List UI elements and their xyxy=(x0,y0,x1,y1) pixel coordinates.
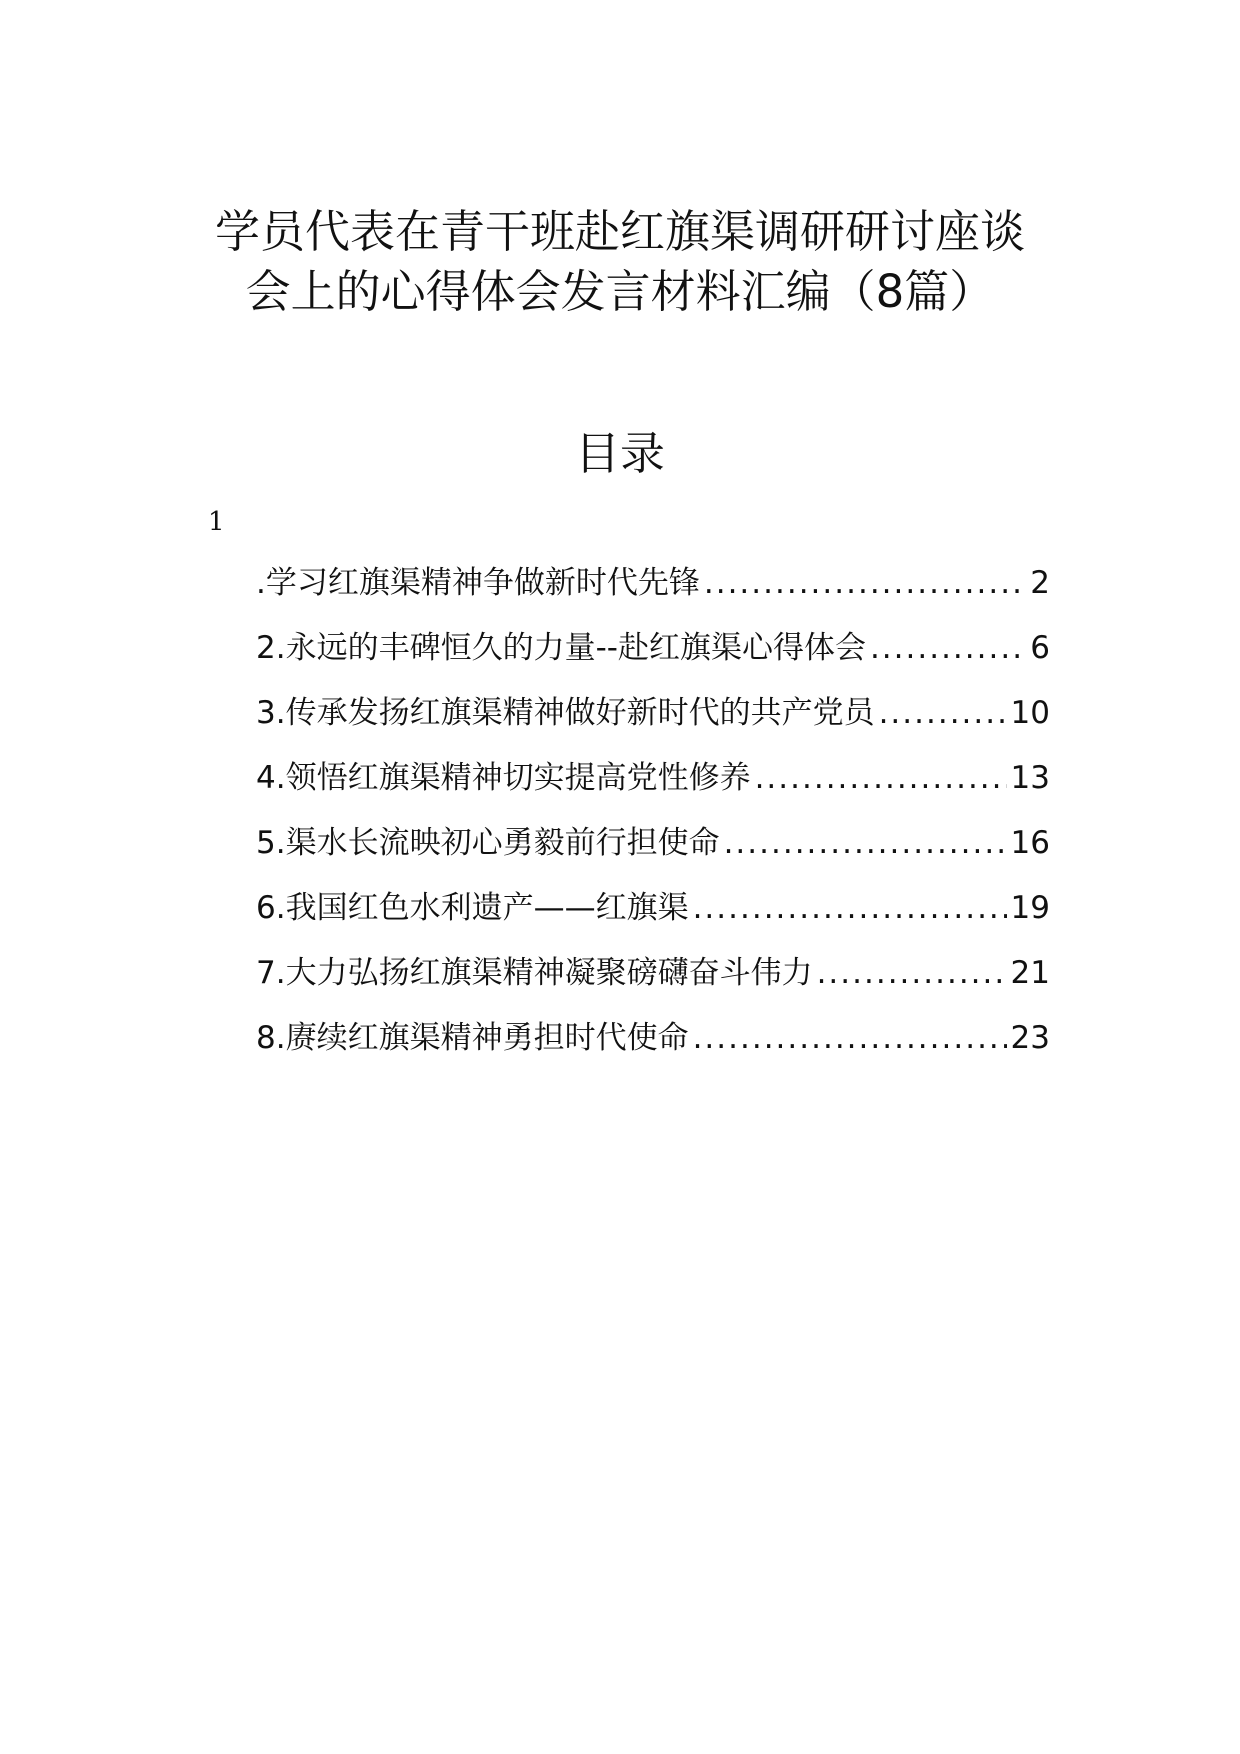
toc-dot-leader xyxy=(704,563,1026,603)
toc-dot-leader xyxy=(693,1018,1007,1058)
toc-dot-leader xyxy=(755,758,1007,798)
toc-dot-leader xyxy=(817,953,1007,993)
stray-page-number: 1 xyxy=(208,507,225,537)
toc-entry[interactable] xyxy=(256,1018,1050,1083)
toc-entry-title: 8.赓续红旗渠精神勇担时代使命 xyxy=(256,1020,689,1056)
toc-heading: 目录 xyxy=(574,427,665,480)
toc-entry-page: 19 xyxy=(1010,890,1050,926)
document-title xyxy=(0,202,1240,322)
toc-entry[interactable] xyxy=(256,953,1050,1018)
toc-dot-leader xyxy=(724,823,1007,863)
toc-entry[interactable] xyxy=(256,628,1050,693)
toc-entry-title: 5.渠水长流映初心勇毅前行担使命 xyxy=(256,825,720,861)
toc-entry-page: 21 xyxy=(1010,955,1050,991)
toc-dot-leader xyxy=(879,693,1007,733)
toc-entry-page: 2 xyxy=(1030,565,1050,601)
toc-dot-leader xyxy=(870,628,1026,668)
toc-entry-title: 6.我国红色水利遗产——红旗渠 xyxy=(256,890,689,926)
toc-entry-page: 13 xyxy=(1010,760,1050,796)
toc-entry[interactable] xyxy=(256,888,1050,953)
toc-entry[interactable] xyxy=(256,563,1050,628)
toc-entry[interactable] xyxy=(256,693,1050,758)
toc-entry[interactable] xyxy=(256,758,1050,823)
toc-entry-title: 2.永远的丰碑恒久的力量--赴红旗渠心得体会 xyxy=(256,630,866,666)
toc-entry-page: 16 xyxy=(1010,825,1050,861)
toc-dot-leader xyxy=(693,888,1007,928)
document-title-line-1: 学员代表在青干班赴红旗渠调研研讨座谈 xyxy=(214,205,1025,258)
toc-entry-page: 6 xyxy=(1030,630,1050,666)
toc-entry-title: .学习红旗渠精神争做新时代先锋 xyxy=(256,565,700,601)
toc-entry-page: 10 xyxy=(1010,695,1050,731)
toc-entry-page: 23 xyxy=(1010,1020,1050,1056)
document-title-line-2: 会上的心得体会发言材料汇编（8篇） xyxy=(245,265,995,318)
toc-entry-title: 3.传承发扬红旗渠精神做好新时代的共产党员 xyxy=(256,695,875,731)
table-of-contents xyxy=(256,563,1050,1083)
toc-entry[interactable] xyxy=(256,823,1050,888)
toc-entry-title: 7.大力弘扬红旗渠精神凝聚磅礴奋斗伟力 xyxy=(256,955,813,991)
toc-entry-title: 4.领悟红旗渠精神切实提高党性修养 xyxy=(256,760,751,796)
